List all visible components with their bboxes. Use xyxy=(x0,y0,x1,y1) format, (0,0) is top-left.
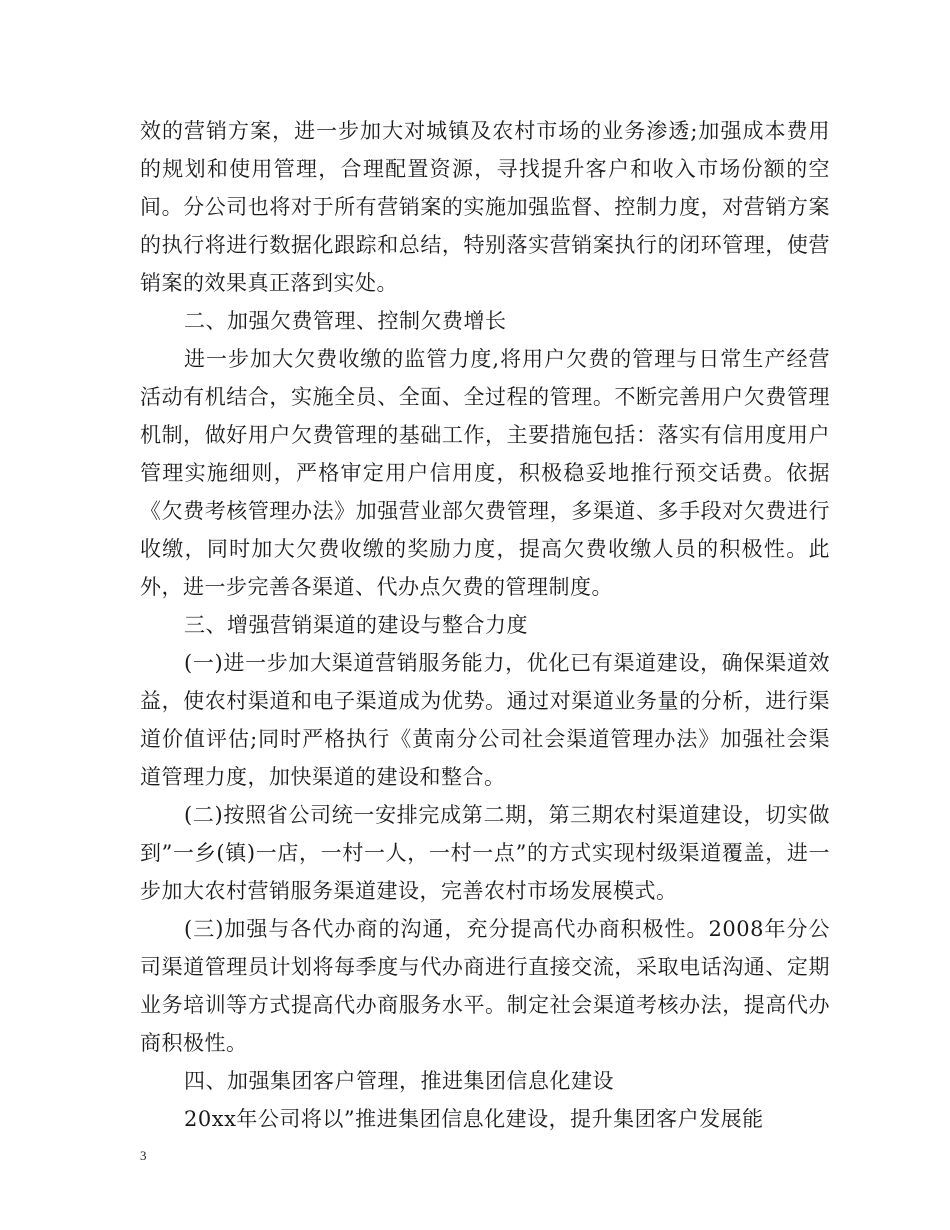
page-number: 3 xyxy=(140,1148,147,1163)
document-body xyxy=(140,112,830,1138)
paragraph-marketing-plan: 效的营销方案，进一步加大对城镇及农村市场的业务渗透;加强成本费用的规划和使用管理，合理配置资源，寻找提升客户和收入市场份额的空间。分公司也将对于所有营销案的实施加强监督、控制力度，对营销方案的执行将进行数据化跟踪和总结，特别落实营销案执行的闭环管理，使营销案的效果真正落到实处。 xyxy=(140,119,830,295)
heading-channel-building: 三、增强营销渠道的建设与整合力度 xyxy=(184,613,528,637)
paragraph-group-informatization: 20xx年公司将以”推进集团信息化建设，提升集团客户发展能 xyxy=(184,1107,764,1131)
paragraph-channel-item-1: (一)进一步加大渠道营销服务能力，优化已有渠道建设，确保渠道效益，使农村渠道和电子渠道成为优势。通过对渠道业务量的分析，进行渠道价值评估;同时严格执行《黄南分公司社会渠道管理办法》加强社会渠道管理力度，加快渠道的建设和整合。 xyxy=(140,651,830,789)
heading-arrears-management: 二、加强欠费管理、控制欠费增长 xyxy=(184,309,507,333)
paragraph-arrears-measures: 进一步加大欠费收缴的监管力度,将用户欠费的管理与日常生产经营活动有机结合，实施全员、全面、全过程的管理。不断完善用户欠费管理机制，做好用户欠费管理的基础工作，主要措施包括：落实有信用度用户管理实施细则，严格审定用户信用度，积极稳妥地推行预交话费。依据《欠费考核管理办法》加强营业部欠费管理，多渠道、多手段对欠费进行收缴，同时加大欠费收缴的奖励力度，提高欠费收缴人员的积极性。此外，进一步完善各渠道、代办点欠费的管理制度。 xyxy=(140,347,830,599)
paragraph-channel-item-2: (二)按照省公司统一安排完成第二期，第三期农村渠道建设，切实做到”一乡(镇)一店，一村一人，一村一点”的方式实现村级渠道覆盖，进一步加大农村营销服务渠道建设，完善农村市场发展模式。 xyxy=(140,803,830,903)
heading-group-customer: 四、加强集团客户管理，推进集团信息化建设 xyxy=(184,1069,614,1093)
paragraph-channel-item-3: (三)加强与各代办商的沟通，充分提高代办商积极性。2008年分公司渠道管理员计划将每季度与代办商进行直接交流，采取电话沟通、定期业务培训等方式提高代办商服务水平。制定社会渠道考核办法，提高代办商积极性。 xyxy=(140,917,830,1055)
